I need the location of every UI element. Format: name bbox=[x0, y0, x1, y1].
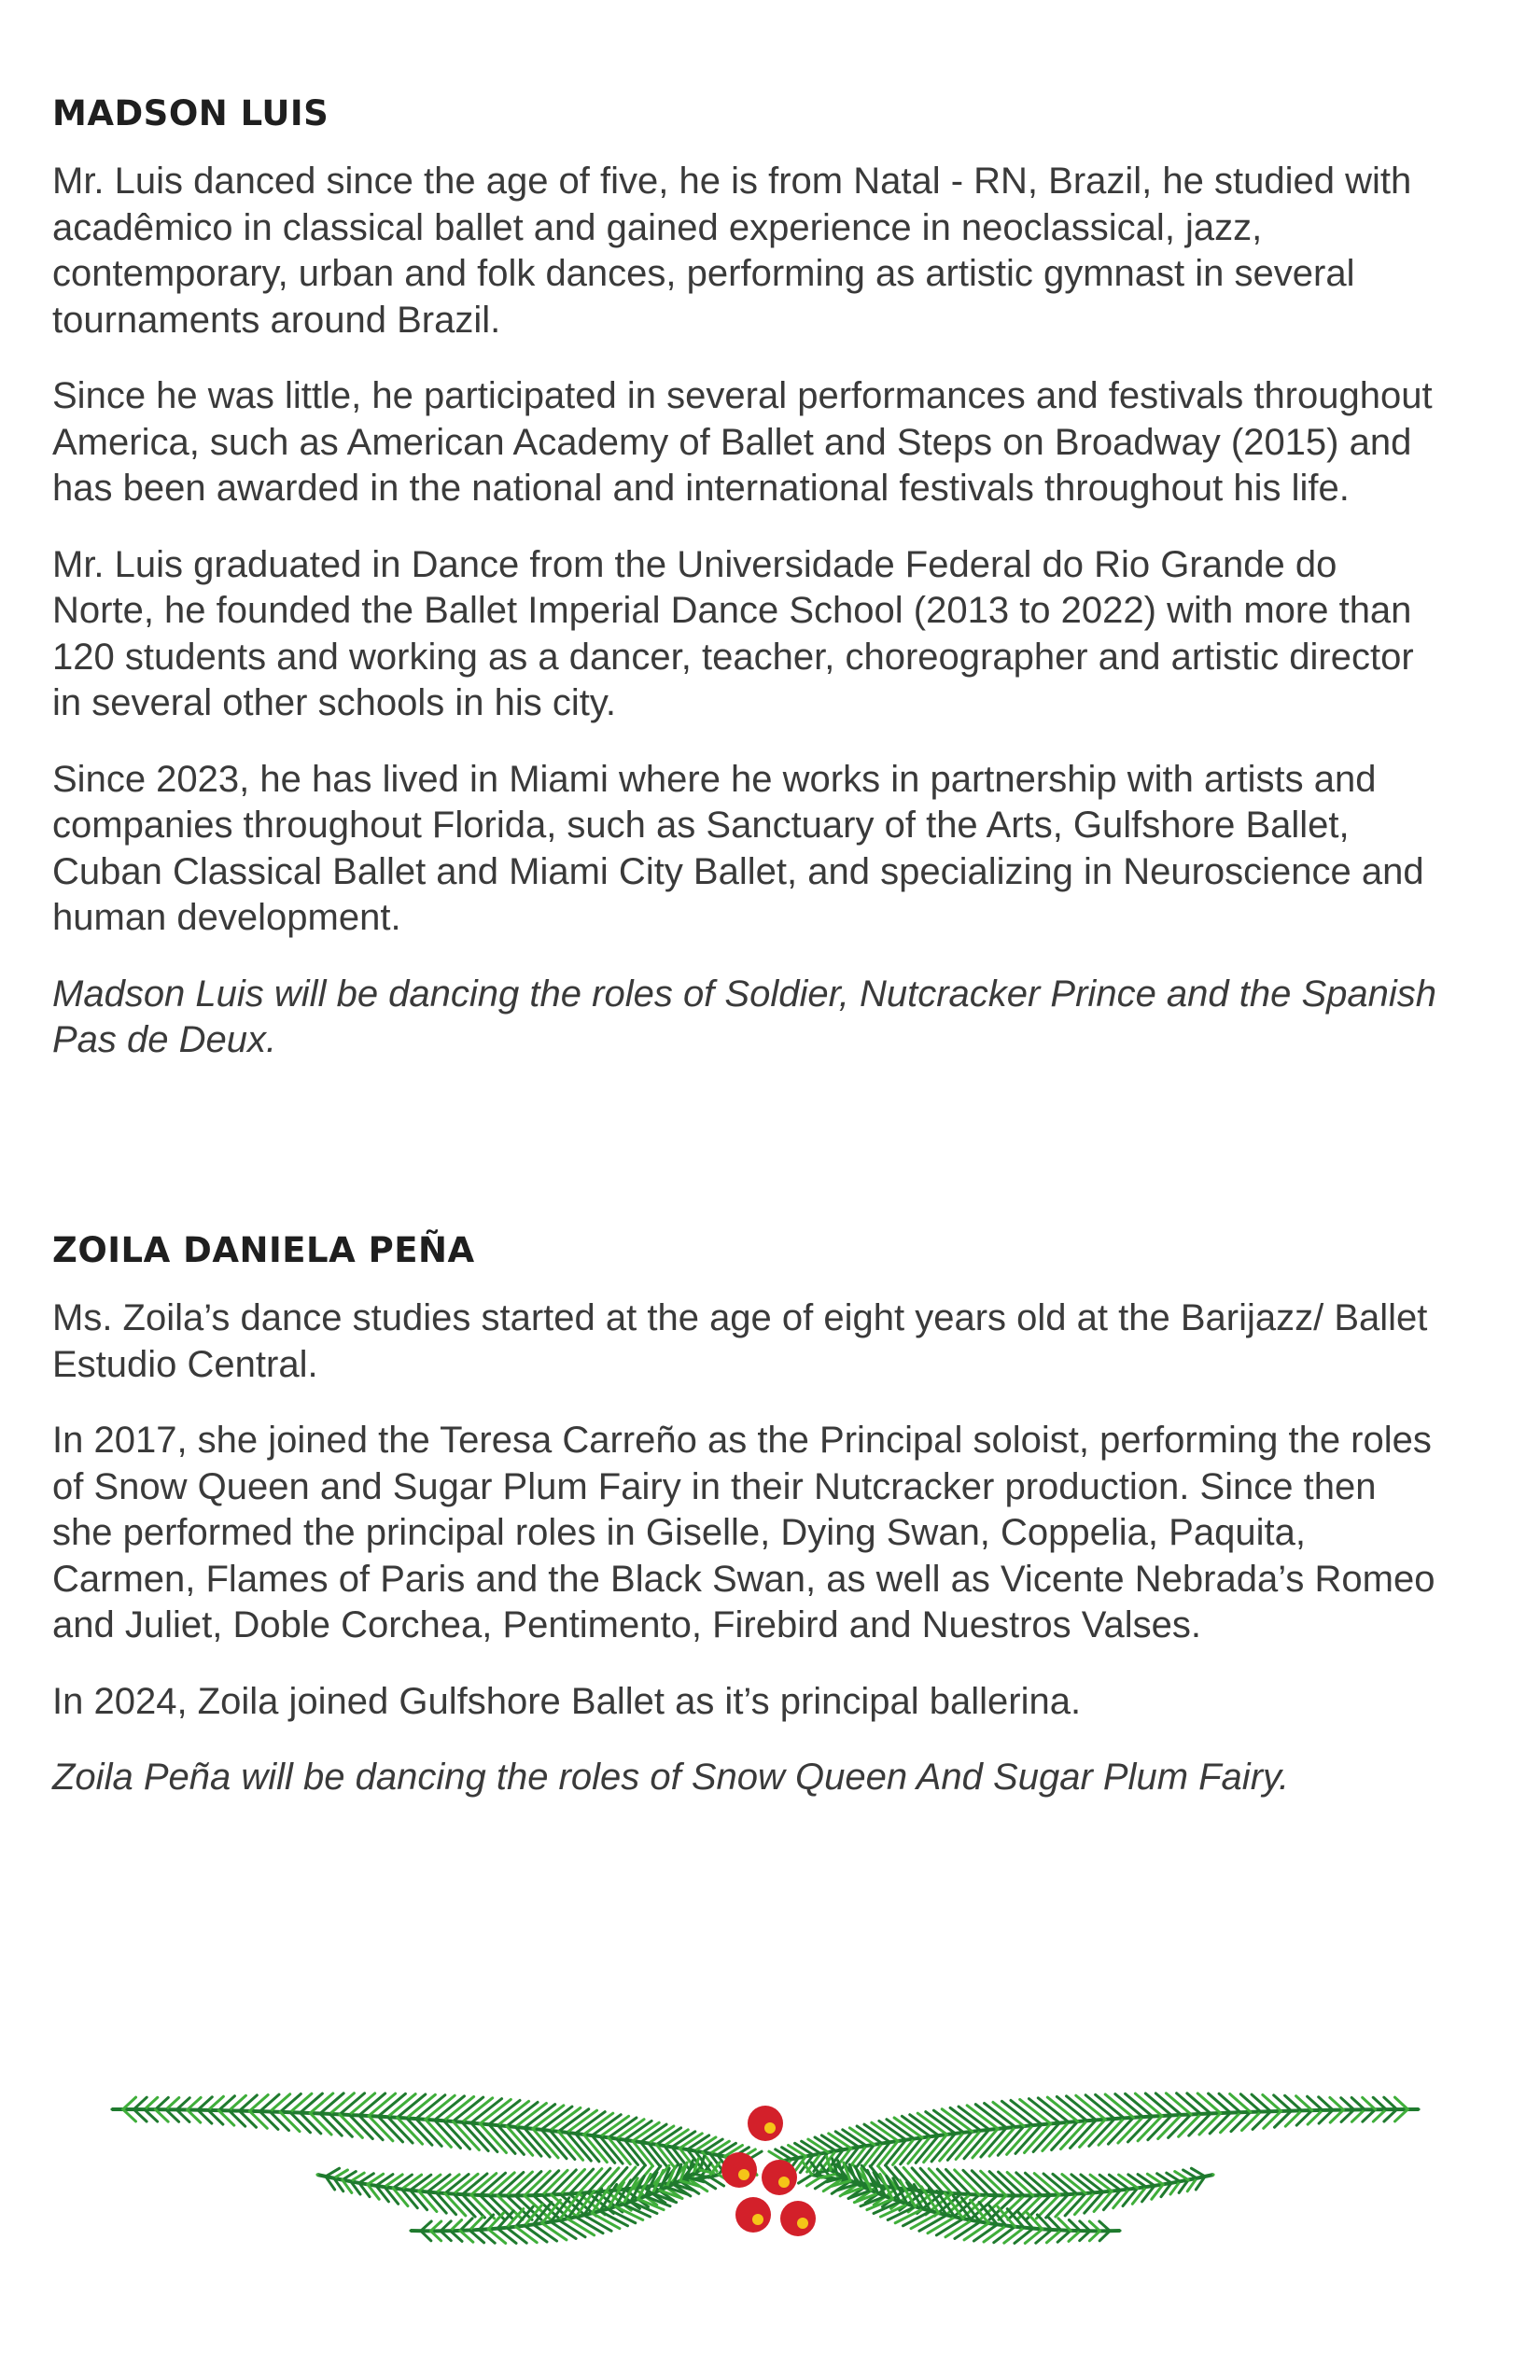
berry-highlight bbox=[764, 2122, 776, 2134]
bio-paragraph: In 2024, Zoila joined Gulfshore Ballet as it’s principal ballerina. bbox=[52, 1680, 1082, 1722]
berry-highlight bbox=[752, 2214, 763, 2225]
bio-name: ZOILA DANIELA PEÑA bbox=[52, 1230, 475, 1270]
bio-zoila bbox=[52, 1230, 1443, 1831]
berry bbox=[762, 2160, 797, 2195]
bio-paragraph: Ms. Zoila’s dance studies started at the age of eight years old at the Barijazz/ Ballet Estudio Central. bbox=[52, 1297, 1428, 1385]
bio-paragraph: Since he was little, he participated in several performances and festivals throughout America, such as American Academy of Ballet and Steps on Broadway (2015) and has been awarded in the national and international festivals throughout his life. bbox=[52, 375, 1433, 510]
berry bbox=[780, 2201, 816, 2236]
bio-paragraph: In 2017, she joined the Teresa Carreño as the Principal soloist, performing the roles of Snow Queen and Sugar Plum Fairy in their Nutcracker production. Since then she performed the principal roles in Giselle, Dying Swan, Coppelia, Paquita, Carmen, Flames of Paris and the Black Swan, as well as Vicente Nebrada’s Romeo and Juliet, Doble Corchea, Pentimento, Firebird and Nuestros Valses. bbox=[52, 1420, 1435, 1646]
berry bbox=[735, 2197, 771, 2233]
bio-paragraph: Mr. Luis danced since the age of five, he is from Natal - RN, Brazil, he studied with acadêmico in classical ballet and gained experience in neoclassical, jazz, contemporary, urban and folk dances, performing as artistic gymnast in several tournaments around Brazil. bbox=[52, 161, 1412, 341]
bio-paragraph: Since 2023, he has lived in Miami where he works in partnership with artists and companies throughout Florida, such as Sanctuary of the Arts, Gulfshore Ballet, Cuban Classical Ballet and Miami City Ballet, and specializing in Neuroscience and human development. bbox=[52, 758, 1424, 939]
berry-highlight bbox=[738, 2169, 749, 2180]
berry bbox=[721, 2152, 757, 2188]
bio-role-note: Zoila Peña will be dancing the roles of Snow Queen And Sugar Plum Fairy. bbox=[52, 1757, 1290, 1799]
berry-highlight bbox=[778, 2177, 790, 2188]
berry bbox=[748, 2106, 783, 2141]
bio-name: MADSON LUIS bbox=[52, 93, 329, 133]
bio-madson bbox=[52, 93, 1443, 1094]
bio-role-note: Madson Luis will be dancing the roles of Soldier, Nutcracker Prince and the Spanish Pas de Deux. bbox=[52, 973, 1437, 1061]
holly-garland-icon bbox=[103, 2058, 1428, 2263]
bio-paragraph: Mr. Luis graduated in Dance from the Universidade Federal do Rio Grande do Norte, he founded the Ballet Imperial Dance School (2013 to 2022) with more than 120 students and working as a dancer, teacher, choreographer and artistic director in several other schools in his city. bbox=[52, 543, 1414, 724]
berry-highlight bbox=[797, 2218, 808, 2229]
